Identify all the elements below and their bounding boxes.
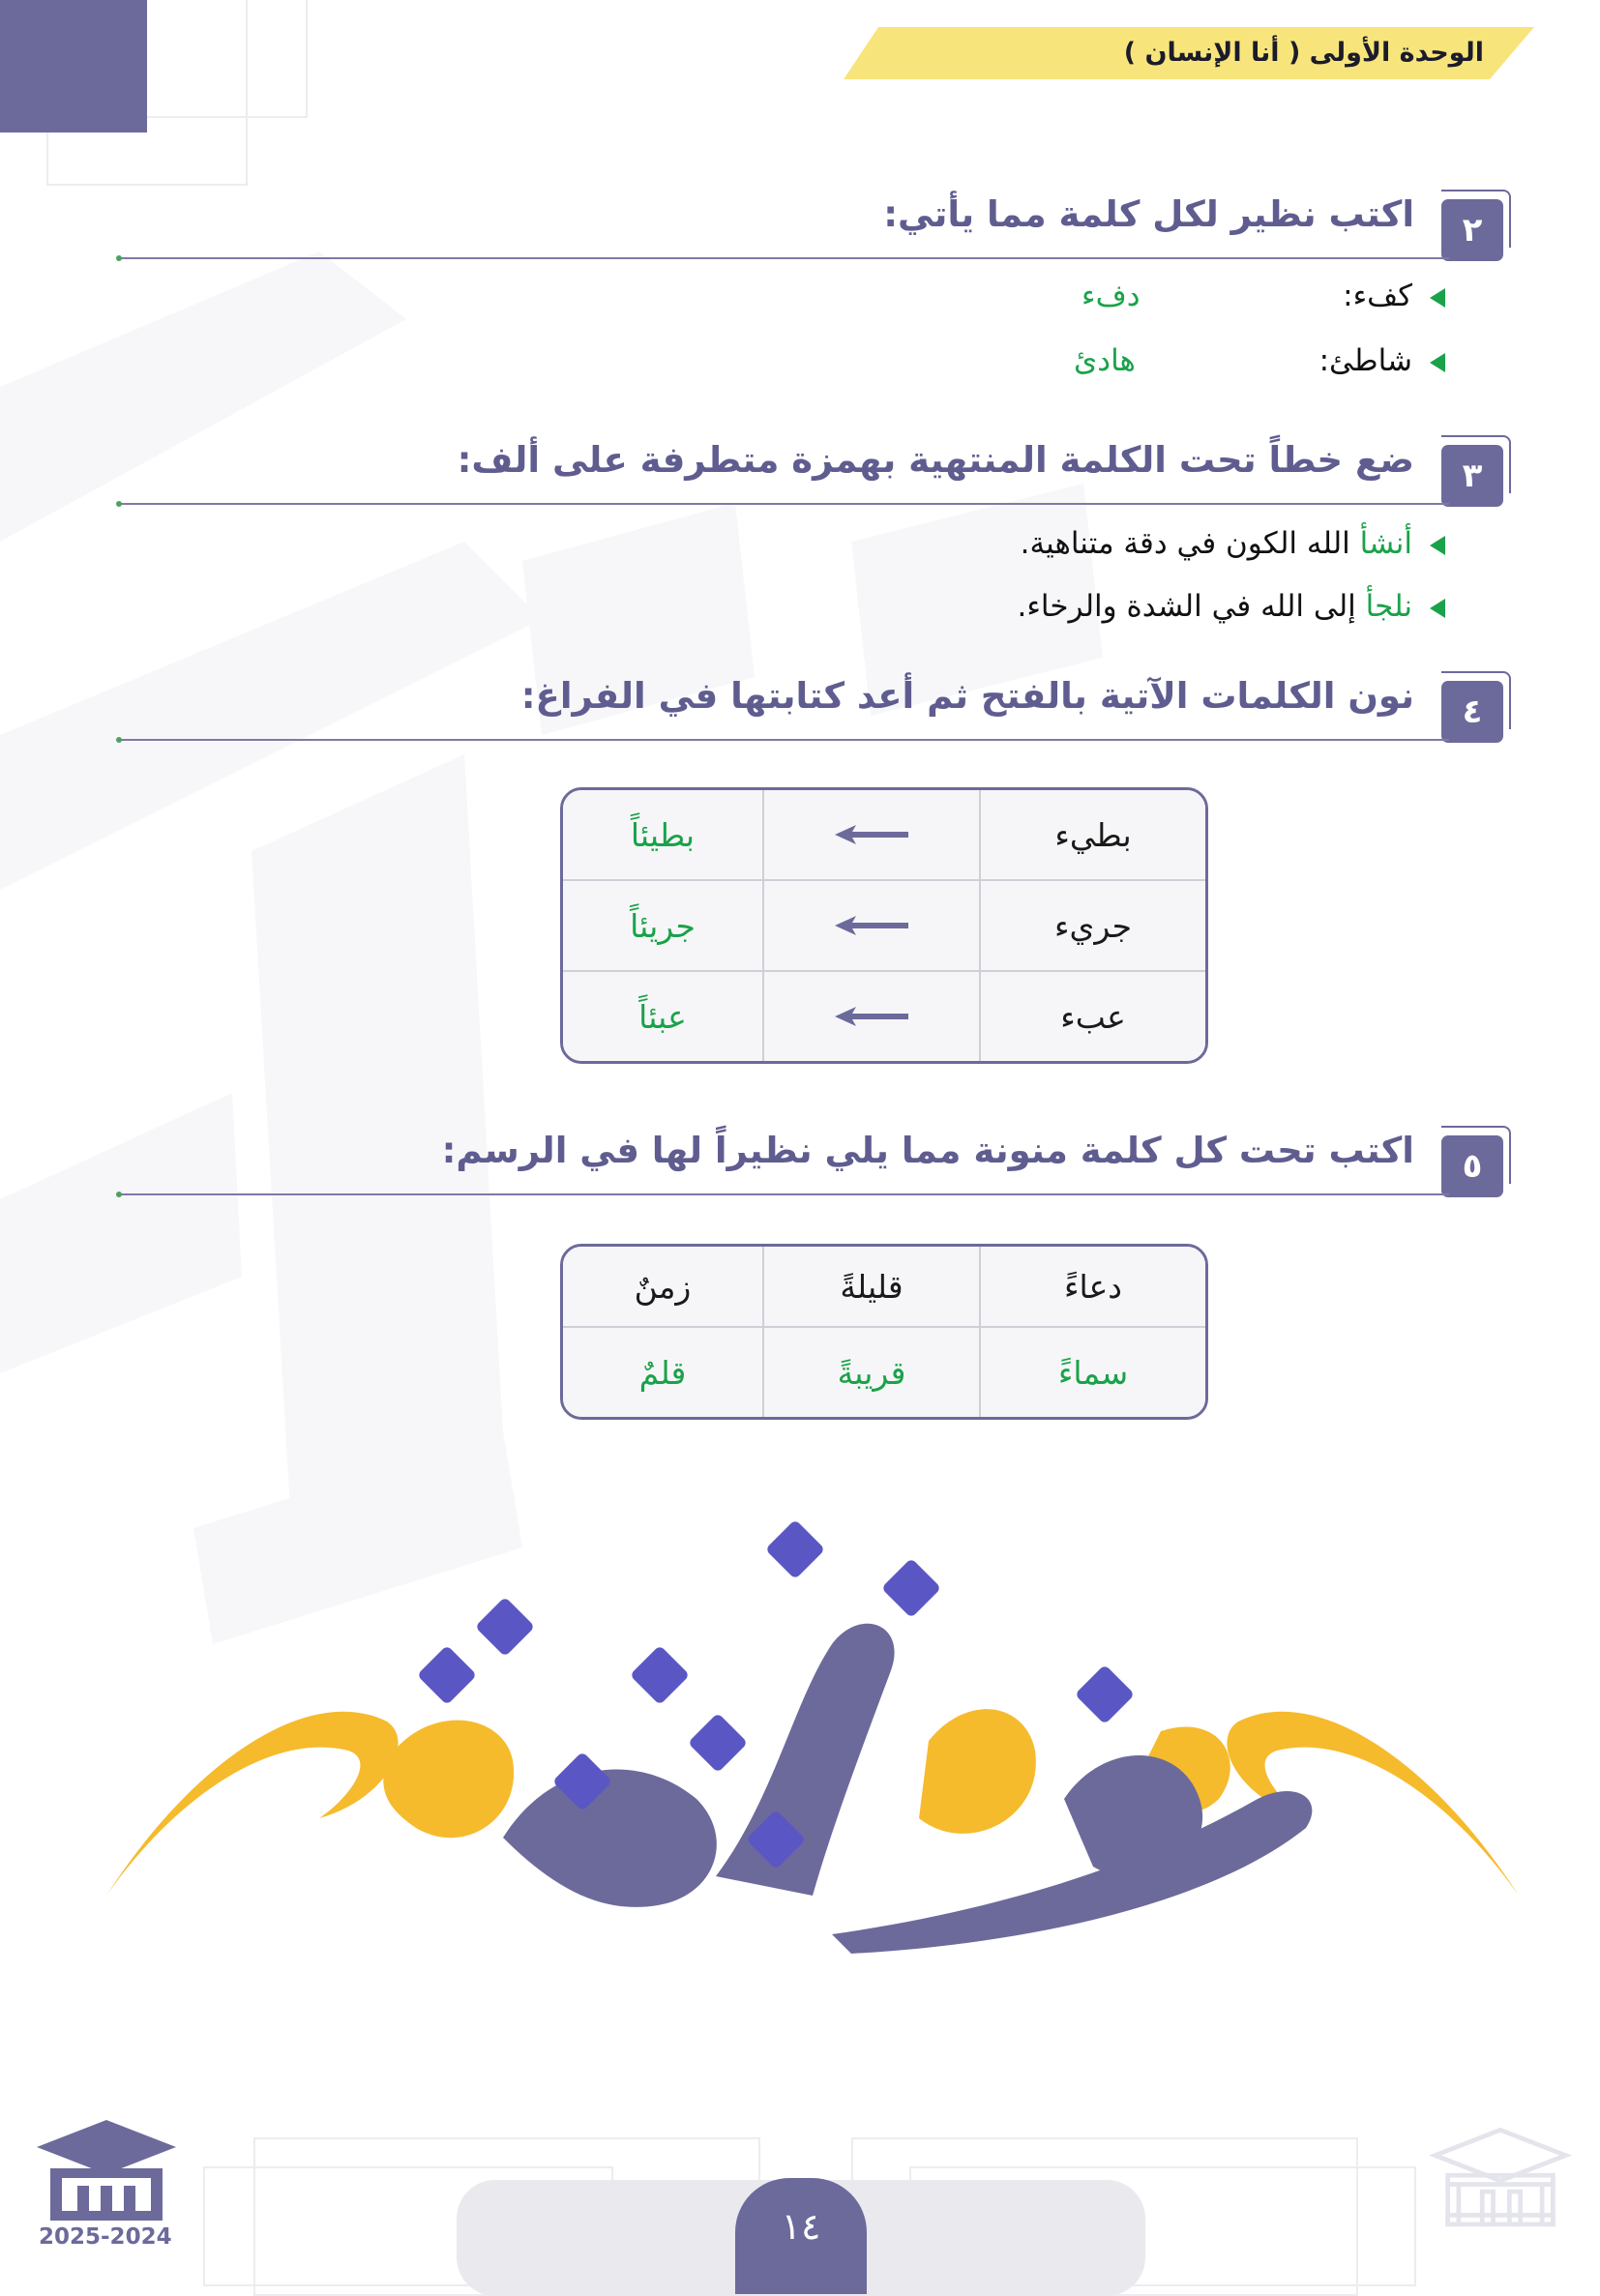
- q4-number-badge: ٤: [1441, 681, 1503, 743]
- bullet-arrow-icon: [1430, 536, 1445, 555]
- q2-item-1: [1343, 279, 1445, 313]
- q5-divider: [118, 1193, 1449, 1195]
- bullet-arrow-icon: [1430, 353, 1445, 372]
- table-row: [563, 790, 1205, 881]
- unit-banner: [844, 27, 1534, 79]
- q3-sentence-2-highlight: نلجأ: [1365, 589, 1412, 624]
- q4-table: [560, 787, 1208, 1064]
- q2-divider: [118, 257, 1449, 259]
- q5-table: [560, 1244, 1208, 1420]
- q5-number-badge: ٥: [1441, 1135, 1503, 1197]
- q3-divider: [118, 503, 1449, 505]
- school-logo-watermark-icon: [1428, 2128, 1573, 2228]
- q2-divider-dot: [116, 255, 122, 261]
- left-arrow-icon: [833, 823, 910, 846]
- q2-number-badge: ٢: [1441, 199, 1503, 261]
- calligraphy-art: [97, 1509, 1528, 1973]
- q4-answer-cell: بطيئاً: [563, 790, 762, 881]
- q2-title: اكتب نظير لكل كلمة مما يأتي:: [883, 193, 1414, 235]
- left-arrow-icon: [833, 1005, 910, 1028]
- q4-arrow-cell: [762, 790, 979, 881]
- q4-divider: [118, 739, 1449, 741]
- q2-item-2-answer: هادئ: [1074, 343, 1136, 378]
- q4-word-cell: جريء: [979, 881, 1205, 972]
- table-row: [563, 1328, 1205, 1417]
- bullet-arrow-icon: [1430, 599, 1445, 618]
- bullet-arrow-icon: [1430, 288, 1445, 308]
- table-row: [563, 1247, 1205, 1328]
- left-arrow-icon: [833, 914, 910, 937]
- q4-word-cell: عبء: [979, 972, 1205, 1061]
- q2-item-1-answer: دفء: [1081, 279, 1141, 313]
- q4-arrow-cell: [762, 881, 979, 972]
- page-number: ١٤: [735, 2178, 867, 2294]
- q5-word-cell: قليلةً: [762, 1247, 979, 1328]
- q3-sentence-1-text: الله الكون في دقة متناهية.: [1020, 526, 1360, 561]
- q5-title: اكتب تحت كل كلمة منونة مما يلي نظيراً لها في الرسم:: [441, 1130, 1414, 1171]
- q5-answer-cell: قريبةً: [762, 1328, 979, 1417]
- q4-answer-cell: جريئاً: [563, 881, 762, 972]
- q5-divider-dot: [116, 1192, 122, 1197]
- q3-divider-dot: [116, 501, 122, 507]
- q5-word-cell: زمنٌ: [563, 1247, 762, 1328]
- q5-answer-cell: سماءً: [979, 1328, 1205, 1417]
- unit-title: الوحدة الأولى ( أنا الإنسان ): [1123, 38, 1484, 68]
- academic-year: 2025-2024: [39, 2224, 172, 2250]
- q4-title: نون الكلمات الآتية بالفتح ثم أعد كتابتها في الفراغ:: [520, 675, 1414, 717]
- q3-sentence-2-text: إلى الله في الشدة والرخاء.: [1017, 589, 1366, 624]
- q3-sentence-1-highlight: أنشأ: [1359, 526, 1412, 561]
- q4-word-cell: بطيء: [979, 790, 1205, 881]
- table-row: [563, 881, 1205, 972]
- q3-number-badge: ٣: [1441, 445, 1503, 507]
- q4-answer-cell: عبئاً: [563, 972, 762, 1061]
- table-row: [563, 972, 1205, 1061]
- q2-item-1-word: كفء:: [1343, 279, 1412, 313]
- q3-title: ضع خطاً تحت الكلمة المنتهية بهمزة متطرفة على ألف:: [457, 439, 1414, 481]
- q4-arrow-cell: [762, 972, 979, 1061]
- q2-item-2: [1319, 343, 1445, 378]
- q3-sentence-1: [1021, 526, 1445, 561]
- q2-item-2-word: شاطئ:: [1319, 343, 1412, 378]
- q5-answer-cell: قلمٌ: [563, 1328, 762, 1417]
- q4-divider-dot: [116, 737, 122, 743]
- q5-word-cell: دعاءً: [979, 1247, 1205, 1328]
- q3-sentence-2: [1017, 589, 1445, 624]
- school-logo-icon: [29, 2118, 184, 2224]
- corner-block: [0, 0, 147, 132]
